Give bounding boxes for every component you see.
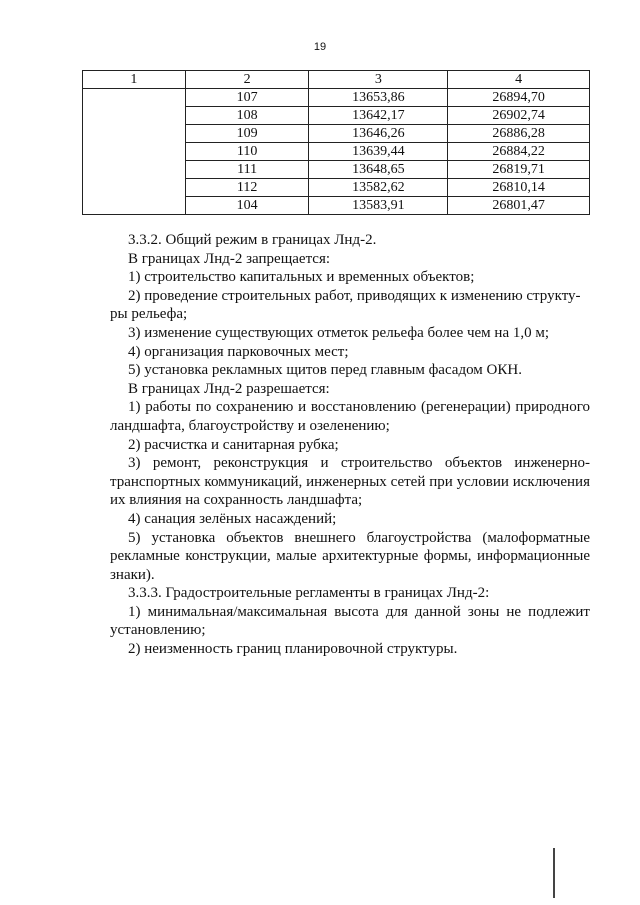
point-number-cell: 104 [185, 197, 309, 215]
list-item: 3) ремонт, реконструкция и строительство объектов инженерно-транспортных коммуникаций, инженерных сетей при условии исключения их влияния на сохранность ландшафта; [110, 455, 590, 509]
list-item: 5) установка объектов внешнего благоустройства (малоформатные рекламные конструкции, малые архитектурные формы, информационные знаки). [110, 529, 590, 583]
y-coordinate-cell: 26902,74 [448, 107, 590, 125]
list-item: 1) работы по сохранению и восстановлению (регенерации) природного ландшафта, благоустройству и озеленению; [110, 399, 590, 434]
list-item: 4) организация парковочных мест; [128, 343, 349, 360]
y-coordinate-cell: 26810,14 [448, 179, 590, 197]
table-header-cell: 1 [83, 71, 186, 89]
x-coordinate-cell: 13639,44 [309, 143, 448, 161]
table-row [83, 89, 590, 107]
list-item: 3) изменение существующих отметок рельефа более чем на 1,0 м; [128, 324, 550, 341]
scan-artifact-line [553, 848, 555, 898]
list-item: 2) проведение строительных работ, приводящих к изменению структу- [128, 287, 581, 304]
x-coordinate-cell: 13582,62 [309, 179, 448, 197]
section-heading-3-3-3: 3.3.3. Градостроительные регламенты в границах Лнд-2: [128, 585, 490, 602]
y-coordinate-cell: 26801,47 [448, 197, 590, 215]
y-coordinate-cell: 26894,70 [448, 89, 590, 107]
table-header-cell: 3 [309, 71, 448, 89]
list-item: 2) неизменность границ планировочной структуры. [128, 641, 458, 658]
point-number-cell: 109 [185, 125, 309, 143]
x-coordinate-cell: 13653,86 [309, 89, 448, 107]
y-coordinate-cell: 26884,22 [448, 143, 590, 161]
list-item: 1) минимальная/максимальная высота для данной зоны не подлежит установлению; [110, 603, 590, 639]
list-item: 2) расчистка и санитарная рубка; [128, 436, 339, 453]
document-body [110, 231, 590, 659]
point-number-cell: 112 [185, 179, 309, 197]
prohibited-intro: В границах Лнд-2 запрещается: [128, 250, 331, 267]
point-number-cell: 111 [185, 161, 309, 179]
point-number-cell: 108 [185, 107, 309, 125]
list-item: 5) установка рекламных щитов перед главным фасадом ОКН. [128, 362, 522, 379]
section-heading-3-3-2: 3.3.2. Общий режим в границах Лнд-2. [128, 232, 377, 248]
x-coordinate-cell: 13583,91 [309, 197, 448, 215]
table-header-row [83, 71, 590, 89]
x-coordinate-cell: 13646,26 [309, 125, 448, 143]
point-number-cell: 107 [185, 89, 309, 107]
list-item-continuation: ры рельефа; [110, 306, 188, 323]
x-coordinate-cell: 13642,17 [309, 107, 448, 125]
table-header-cell: 4 [448, 71, 590, 89]
table-header-cell: 2 [185, 71, 309, 89]
allowed-intro: В границах Лнд-2 разрешается: [128, 380, 330, 397]
y-coordinate-cell: 26886,28 [448, 125, 590, 143]
list-item: 1) строительство капитальных и временных объектов; [128, 269, 475, 286]
y-coordinate-cell: 26819,71 [448, 161, 590, 179]
x-coordinate-cell: 13648,65 [309, 161, 448, 179]
list-item: 4) санация зелёных насаждений; [128, 510, 337, 527]
point-number-cell: 110 [185, 143, 309, 161]
table-merged-cell [83, 89, 186, 215]
page-number: 19 [313, 41, 327, 53]
coordinates-table [82, 70, 590, 215]
